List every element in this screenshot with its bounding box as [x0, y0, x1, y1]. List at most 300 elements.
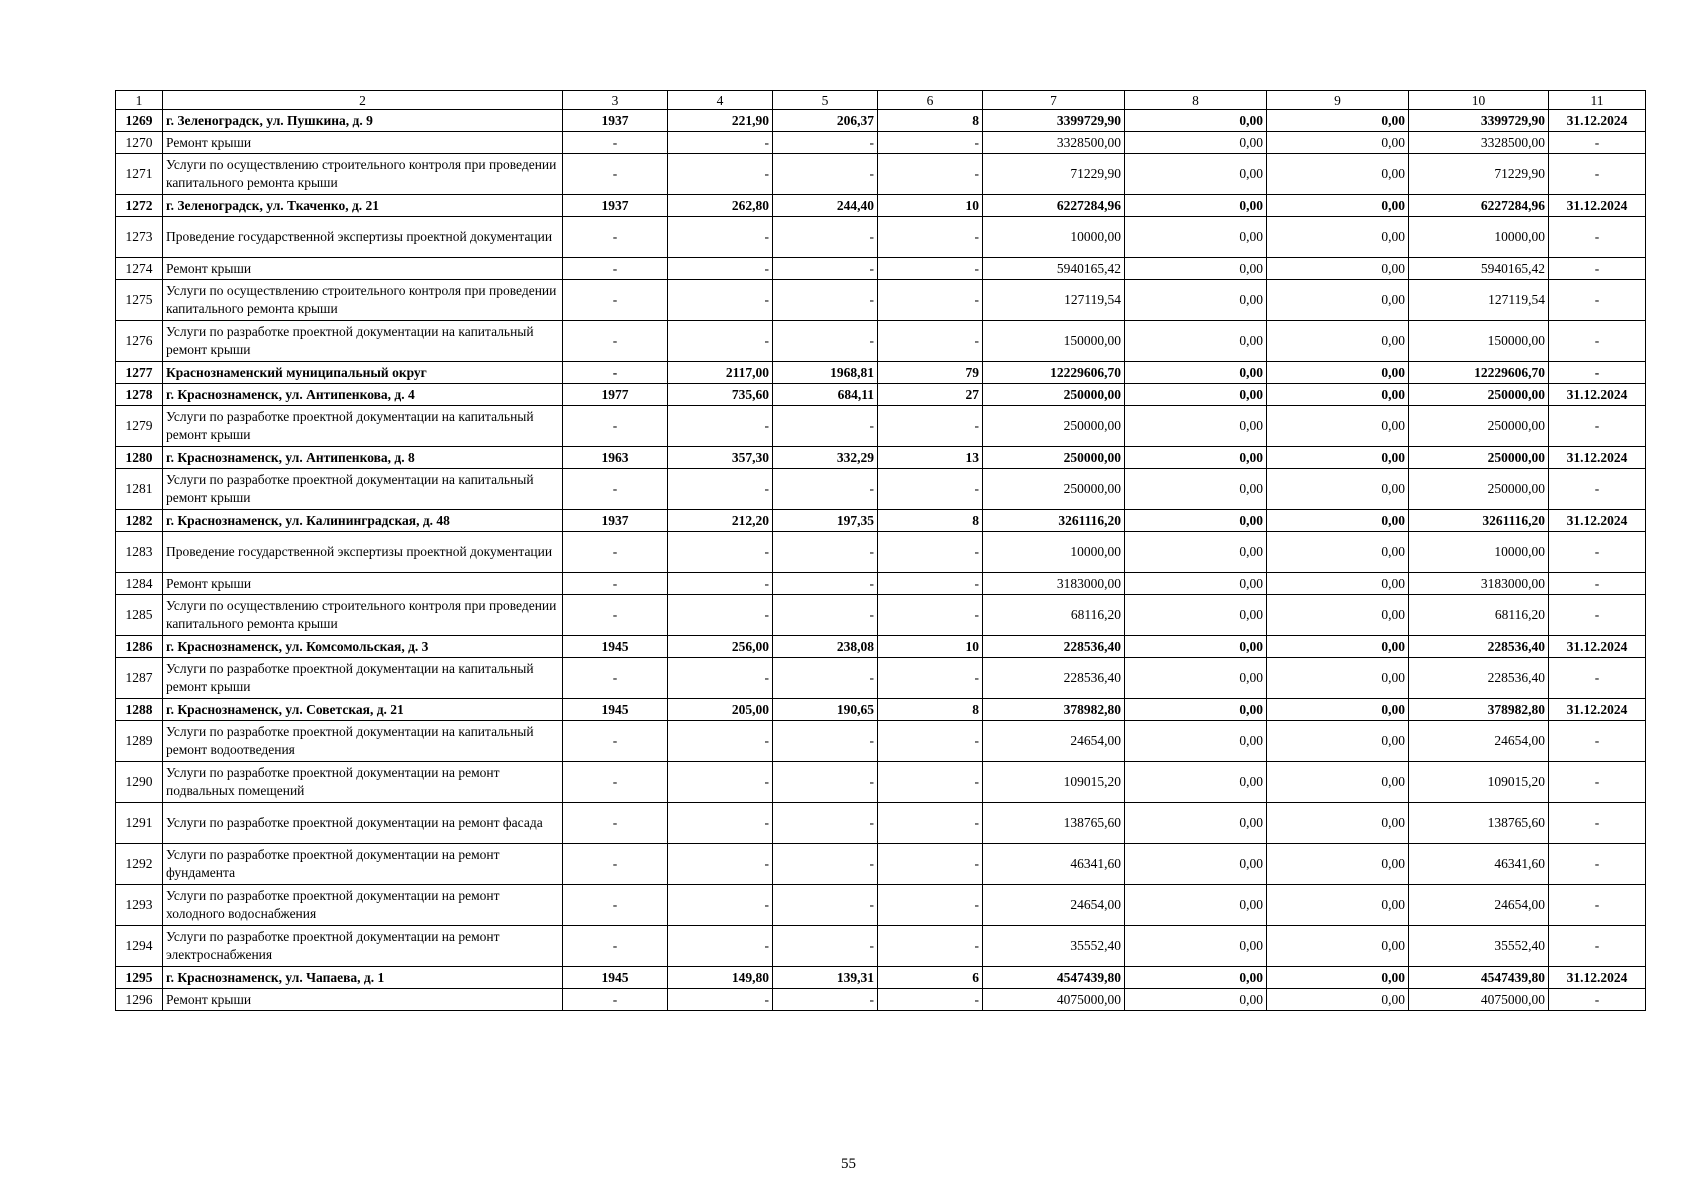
table-row	[116, 280, 1646, 321]
item-name-cell: Услуги по разработке проектной документации на капитальный ремонт крыши	[163, 406, 563, 447]
year-cell: -	[563, 844, 668, 885]
residential-area-cell: 206,37	[773, 110, 878, 132]
item-name-cell: Услуги по разработке проектной документации на ремонт фундамента	[163, 844, 563, 885]
total-cost-cell: 150000,00	[983, 321, 1125, 362]
year-cell: -	[563, 926, 668, 967]
completion-date-cell: -	[1549, 280, 1646, 321]
table-row	[116, 154, 1646, 195]
item-name-cell: г. Зеленоградск, ул. Ткаченко, д. 21	[163, 195, 563, 217]
budget-cost-cell: 0,00	[1267, 636, 1409, 658]
total-area-cell: 221,90	[668, 110, 773, 132]
residential-area-cell: -	[773, 573, 878, 595]
residential-area-cell: 238,08	[773, 636, 878, 658]
fund-cost-cell: 0,00	[1125, 406, 1267, 447]
budget-cost-cell: 0,00	[1267, 469, 1409, 510]
residents-count-cell: -	[878, 595, 983, 636]
total-cost-cell: 250000,00	[983, 469, 1125, 510]
total-area-cell: -	[668, 469, 773, 510]
header-cell: 11	[1549, 91, 1646, 110]
header-cell: 1	[116, 91, 163, 110]
owners-cost-cell: 127119,54	[1409, 280, 1549, 321]
row-number-cell: 1287	[116, 658, 163, 699]
residential-area-cell: -	[773, 721, 878, 762]
fund-cost-cell: 0,00	[1125, 154, 1267, 195]
owners-cost-cell: 24654,00	[1409, 721, 1549, 762]
residential-area-cell: -	[773, 406, 878, 447]
budget-cost-cell: 0,00	[1267, 699, 1409, 721]
header-cell: 8	[1125, 91, 1267, 110]
owners-cost-cell: 24654,00	[1409, 885, 1549, 926]
residents-count-cell: -	[878, 217, 983, 258]
fund-cost-cell: 0,00	[1125, 967, 1267, 989]
year-cell: -	[563, 885, 668, 926]
row-number-cell: 1273	[116, 217, 163, 258]
total-cost-cell: 4075000,00	[983, 989, 1125, 1011]
completion-date-cell: 31.12.2024	[1549, 195, 1646, 217]
row-number-cell: 1294	[116, 926, 163, 967]
residents-count-cell: -	[878, 573, 983, 595]
residents-count-cell: -	[878, 280, 983, 321]
table-body	[116, 91, 1646, 1011]
total-cost-cell: 3183000,00	[983, 573, 1125, 595]
residents-count-cell: -	[878, 989, 983, 1011]
residents-count-cell: -	[878, 132, 983, 154]
repair-program-table	[115, 90, 1646, 1011]
row-number-cell: 1270	[116, 132, 163, 154]
total-area-cell: -	[668, 132, 773, 154]
year-cell: 1937	[563, 110, 668, 132]
budget-cost-cell: 0,00	[1267, 217, 1409, 258]
residents-count-cell: 10	[878, 195, 983, 217]
owners-cost-cell: 3261116,20	[1409, 510, 1549, 532]
completion-date-cell: 31.12.2024	[1549, 967, 1646, 989]
table-row	[116, 110, 1646, 132]
owners-cost-cell: 10000,00	[1409, 217, 1549, 258]
item-name-cell: г. Краснознаменск, ул. Антипенкова, д. 4	[163, 384, 563, 406]
total-cost-cell: 250000,00	[983, 406, 1125, 447]
fund-cost-cell: 0,00	[1125, 885, 1267, 926]
owners-cost-cell: 250000,00	[1409, 469, 1549, 510]
total-area-cell: 205,00	[668, 699, 773, 721]
owners-cost-cell: 12229606,70	[1409, 362, 1549, 384]
total-cost-cell: 3261116,20	[983, 510, 1125, 532]
item-name-cell: Услуги по разработке проектной документации на ремонт подвальных помещений	[163, 762, 563, 803]
residential-area-cell: -	[773, 132, 878, 154]
total-cost-cell: 228536,40	[983, 658, 1125, 699]
header-cell: 10	[1409, 91, 1549, 110]
fund-cost-cell: 0,00	[1125, 110, 1267, 132]
table-row	[116, 721, 1646, 762]
total-cost-cell: 6227284,96	[983, 195, 1125, 217]
budget-cost-cell: 0,00	[1267, 803, 1409, 844]
completion-date-cell: -	[1549, 469, 1646, 510]
item-name-cell: Услуги по осуществлению строительного контроля при проведении капитального ремонта крыши	[163, 154, 563, 195]
page-number: 55	[841, 1156, 856, 1172]
residential-area-cell: 190,65	[773, 699, 878, 721]
fund-cost-cell: 0,00	[1125, 384, 1267, 406]
table-row	[116, 469, 1646, 510]
residential-area-cell: 1968,81	[773, 362, 878, 384]
year-cell: -	[563, 532, 668, 573]
residents-count-cell: -	[878, 721, 983, 762]
owners-cost-cell: 35552,40	[1409, 926, 1549, 967]
row-number-cell: 1279	[116, 406, 163, 447]
total-cost-cell: 3328500,00	[983, 132, 1125, 154]
owners-cost-cell: 3183000,00	[1409, 573, 1549, 595]
total-area-cell: -	[668, 321, 773, 362]
residents-count-cell: -	[878, 803, 983, 844]
row-number-cell: 1271	[116, 154, 163, 195]
row-number-cell: 1290	[116, 762, 163, 803]
completion-date-cell: -	[1549, 258, 1646, 280]
completion-date-cell: -	[1549, 721, 1646, 762]
item-name-cell: Краснознаменский муниципальный округ	[163, 362, 563, 384]
owners-cost-cell: 228536,40	[1409, 636, 1549, 658]
header-cell: 4	[668, 91, 773, 110]
row-number-cell: 1288	[116, 699, 163, 721]
year-cell: -	[563, 154, 668, 195]
total-cost-cell: 3399729,90	[983, 110, 1125, 132]
total-area-cell: 735,60	[668, 384, 773, 406]
table-row	[116, 258, 1646, 280]
total-area-cell: 149,80	[668, 967, 773, 989]
fund-cost-cell: 0,00	[1125, 217, 1267, 258]
row-number-cell: 1282	[116, 510, 163, 532]
item-name-cell: Ремонт крыши	[163, 573, 563, 595]
item-name-cell: Ремонт крыши	[163, 989, 563, 1011]
year-cell: 1945	[563, 699, 668, 721]
table-row	[116, 762, 1646, 803]
row-number-cell: 1292	[116, 844, 163, 885]
residential-area-cell: -	[773, 595, 878, 636]
total-area-cell: -	[668, 258, 773, 280]
year-cell: -	[563, 573, 668, 595]
budget-cost-cell: 0,00	[1267, 721, 1409, 762]
residential-area-cell: -	[773, 844, 878, 885]
table-row	[116, 844, 1646, 885]
residents-count-cell: -	[878, 762, 983, 803]
total-area-cell: -	[668, 595, 773, 636]
completion-date-cell: -	[1549, 658, 1646, 699]
table-row	[116, 217, 1646, 258]
budget-cost-cell: 0,00	[1267, 321, 1409, 362]
total-cost-cell: 71229,90	[983, 154, 1125, 195]
year-cell: 1963	[563, 447, 668, 469]
owners-cost-cell: 250000,00	[1409, 406, 1549, 447]
residents-count-cell: 10	[878, 636, 983, 658]
owners-cost-cell: 109015,20	[1409, 762, 1549, 803]
table-row	[116, 989, 1646, 1011]
total-cost-cell: 24654,00	[983, 721, 1125, 762]
year-cell: 1977	[563, 384, 668, 406]
residents-count-cell: 79	[878, 362, 983, 384]
completion-date-cell: -	[1549, 217, 1646, 258]
residential-area-cell: -	[773, 803, 878, 844]
budget-cost-cell: 0,00	[1267, 532, 1409, 573]
row-number-cell: 1285	[116, 595, 163, 636]
fund-cost-cell: 0,00	[1125, 532, 1267, 573]
budget-cost-cell: 0,00	[1267, 154, 1409, 195]
owners-cost-cell: 6227284,96	[1409, 195, 1549, 217]
owners-cost-cell: 4075000,00	[1409, 989, 1549, 1011]
year-cell: -	[563, 469, 668, 510]
table-row	[116, 926, 1646, 967]
row-number-cell: 1296	[116, 989, 163, 1011]
fund-cost-cell: 0,00	[1125, 258, 1267, 280]
year-cell: -	[563, 258, 668, 280]
completion-date-cell: -	[1549, 989, 1646, 1011]
fund-cost-cell: 0,00	[1125, 510, 1267, 532]
total-cost-cell: 378982,80	[983, 699, 1125, 721]
total-area-cell: 256,00	[668, 636, 773, 658]
completion-date-cell: -	[1549, 926, 1646, 967]
total-area-cell: -	[668, 885, 773, 926]
table-row	[116, 636, 1646, 658]
item-name-cell: Услуги по разработке проектной документации на ремонт фасада	[163, 803, 563, 844]
fund-cost-cell: 0,00	[1125, 469, 1267, 510]
residential-area-cell: 139,31	[773, 967, 878, 989]
owners-cost-cell: 250000,00	[1409, 447, 1549, 469]
total-cost-cell: 250000,00	[983, 447, 1125, 469]
row-number-cell: 1283	[116, 532, 163, 573]
owners-cost-cell: 46341,60	[1409, 844, 1549, 885]
residents-count-cell: 8	[878, 510, 983, 532]
completion-date-cell: 31.12.2024	[1549, 447, 1646, 469]
table-row	[116, 447, 1646, 469]
item-name-cell: Проведение государственной экспертизы проектной документации	[163, 532, 563, 573]
residential-area-cell: -	[773, 469, 878, 510]
item-name-cell: Услуги по осуществлению строительного контроля при проведении капитального ремонта крыши	[163, 595, 563, 636]
year-cell: -	[563, 406, 668, 447]
total-area-cell: -	[668, 658, 773, 699]
total-area-cell: -	[668, 154, 773, 195]
completion-date-cell: -	[1549, 362, 1646, 384]
item-name-cell: Услуги по разработке проектной документации на капитальный ремонт крыши	[163, 321, 563, 362]
budget-cost-cell: 0,00	[1267, 362, 1409, 384]
total-cost-cell: 5940165,42	[983, 258, 1125, 280]
total-area-cell: -	[668, 217, 773, 258]
budget-cost-cell: 0,00	[1267, 384, 1409, 406]
residents-count-cell: 6	[878, 967, 983, 989]
completion-date-cell: 31.12.2024	[1549, 699, 1646, 721]
residents-count-cell: -	[878, 658, 983, 699]
total-cost-cell: 24654,00	[983, 885, 1125, 926]
residents-count-cell: 13	[878, 447, 983, 469]
header-cell: 7	[983, 91, 1125, 110]
table-row	[116, 362, 1646, 384]
total-cost-cell: 68116,20	[983, 595, 1125, 636]
row-number-cell: 1280	[116, 447, 163, 469]
year-cell: -	[563, 658, 668, 699]
item-name-cell: г. Краснознаменск, ул. Чапаева, д. 1	[163, 967, 563, 989]
owners-cost-cell: 138765,60	[1409, 803, 1549, 844]
residents-count-cell: 8	[878, 699, 983, 721]
owners-cost-cell: 3328500,00	[1409, 132, 1549, 154]
fund-cost-cell: 0,00	[1125, 321, 1267, 362]
residential-area-cell: 684,11	[773, 384, 878, 406]
row-number-cell: 1284	[116, 573, 163, 595]
total-cost-cell: 10000,00	[983, 217, 1125, 258]
total-cost-cell: 127119,54	[983, 280, 1125, 321]
year-cell: 1945	[563, 636, 668, 658]
owners-cost-cell: 68116,20	[1409, 595, 1549, 636]
completion-date-cell: 31.12.2024	[1549, 110, 1646, 132]
budget-cost-cell: 0,00	[1267, 967, 1409, 989]
item-name-cell: Услуги по осуществлению строительного контроля при проведении капитального ремонта крыши	[163, 280, 563, 321]
header-cell: 2	[163, 91, 563, 110]
completion-date-cell: -	[1549, 803, 1646, 844]
total-area-cell: -	[668, 406, 773, 447]
residential-area-cell: -	[773, 762, 878, 803]
completion-date-cell: -	[1549, 844, 1646, 885]
total-area-cell: -	[668, 532, 773, 573]
table-row	[116, 321, 1646, 362]
fund-cost-cell: 0,00	[1125, 721, 1267, 762]
budget-cost-cell: 0,00	[1267, 280, 1409, 321]
item-name-cell: г. Зеленоградск, ул. Пушкина, д. 9	[163, 110, 563, 132]
year-cell: -	[563, 280, 668, 321]
year-cell: 1945	[563, 967, 668, 989]
year-cell: -	[563, 762, 668, 803]
residents-count-cell: 27	[878, 384, 983, 406]
budget-cost-cell: 0,00	[1267, 573, 1409, 595]
row-number-cell: 1278	[116, 384, 163, 406]
fund-cost-cell: 0,00	[1125, 362, 1267, 384]
year-cell: -	[563, 803, 668, 844]
total-cost-cell: 138765,60	[983, 803, 1125, 844]
year-cell: 1937	[563, 510, 668, 532]
total-area-cell: -	[668, 803, 773, 844]
table-row	[116, 658, 1646, 699]
total-cost-cell: 46341,60	[983, 844, 1125, 885]
budget-cost-cell: 0,00	[1267, 762, 1409, 803]
year-cell: -	[563, 132, 668, 154]
table-row	[116, 967, 1646, 989]
residential-area-cell: -	[773, 280, 878, 321]
completion-date-cell: -	[1549, 532, 1646, 573]
table-row	[116, 195, 1646, 217]
header-cell: 6	[878, 91, 983, 110]
budget-cost-cell: 0,00	[1267, 658, 1409, 699]
total-cost-cell: 4547439,80	[983, 967, 1125, 989]
table-row	[116, 510, 1646, 532]
total-cost-cell: 35552,40	[983, 926, 1125, 967]
total-area-cell: -	[668, 926, 773, 967]
year-cell: -	[563, 989, 668, 1011]
item-name-cell: Услуги по разработке проектной документации на ремонт холодного водоснабжения	[163, 885, 563, 926]
table-row	[116, 699, 1646, 721]
budget-cost-cell: 0,00	[1267, 195, 1409, 217]
year-cell: -	[563, 721, 668, 762]
table-row	[116, 384, 1646, 406]
table-row	[116, 595, 1646, 636]
fund-cost-cell: 0,00	[1125, 989, 1267, 1011]
residential-area-cell: -	[773, 658, 878, 699]
owners-cost-cell: 228536,40	[1409, 658, 1549, 699]
residents-count-cell: -	[878, 469, 983, 510]
residents-count-cell: -	[878, 321, 983, 362]
item-name-cell: Ремонт крыши	[163, 258, 563, 280]
budget-cost-cell: 0,00	[1267, 406, 1409, 447]
column-number-header-row	[116, 91, 1646, 110]
fund-cost-cell: 0,00	[1125, 762, 1267, 803]
header-cell: 5	[773, 91, 878, 110]
residents-count-cell: -	[878, 406, 983, 447]
year-cell: -	[563, 321, 668, 362]
residential-area-cell: -	[773, 885, 878, 926]
budget-cost-cell: 0,00	[1267, 926, 1409, 967]
residents-count-cell: 8	[878, 110, 983, 132]
completion-date-cell: -	[1549, 762, 1646, 803]
row-number-cell: 1281	[116, 469, 163, 510]
row-number-cell: 1277	[116, 362, 163, 384]
year-cell: -	[563, 362, 668, 384]
header-cell: 3	[563, 91, 668, 110]
owners-cost-cell: 250000,00	[1409, 384, 1549, 406]
completion-date-cell: 31.12.2024	[1549, 384, 1646, 406]
budget-cost-cell: 0,00	[1267, 447, 1409, 469]
fund-cost-cell: 0,00	[1125, 573, 1267, 595]
owners-cost-cell: 10000,00	[1409, 532, 1549, 573]
fund-cost-cell: 0,00	[1125, 699, 1267, 721]
table-row	[116, 885, 1646, 926]
fund-cost-cell: 0,00	[1125, 844, 1267, 885]
table-row	[116, 803, 1646, 844]
row-number-cell: 1293	[116, 885, 163, 926]
item-name-cell: г. Краснознаменск, ул. Комсомольская, д. 3	[163, 636, 563, 658]
total-area-cell: 2117,00	[668, 362, 773, 384]
year-cell: -	[563, 217, 668, 258]
fund-cost-cell: 0,00	[1125, 926, 1267, 967]
header-cell: 9	[1267, 91, 1409, 110]
item-name-cell: Услуги по разработке проектной документации на капитальный ремонт водоотведения	[163, 721, 563, 762]
item-name-cell: г. Краснознаменск, ул. Калининградская, д. 48	[163, 510, 563, 532]
residents-count-cell: -	[878, 885, 983, 926]
fund-cost-cell: 0,00	[1125, 447, 1267, 469]
total-cost-cell: 109015,20	[983, 762, 1125, 803]
row-number-cell: 1269	[116, 110, 163, 132]
table-row	[116, 406, 1646, 447]
fund-cost-cell: 0,00	[1125, 195, 1267, 217]
residential-area-cell: -	[773, 321, 878, 362]
residential-area-cell: -	[773, 989, 878, 1011]
row-number-cell: 1286	[116, 636, 163, 658]
total-area-cell: 357,30	[668, 447, 773, 469]
fund-cost-cell: 0,00	[1125, 595, 1267, 636]
completion-date-cell: 31.12.2024	[1549, 510, 1646, 532]
residential-area-cell: 244,40	[773, 195, 878, 217]
residential-area-cell: -	[773, 154, 878, 195]
residents-count-cell: -	[878, 154, 983, 195]
row-number-cell: 1272	[116, 195, 163, 217]
row-number-cell: 1276	[116, 321, 163, 362]
total-area-cell: -	[668, 989, 773, 1011]
row-number-cell: 1275	[116, 280, 163, 321]
completion-date-cell: -	[1549, 406, 1646, 447]
item-name-cell: Ремонт крыши	[163, 132, 563, 154]
item-name-cell: Услуги по разработке проектной документации на ремонт электроснабжения	[163, 926, 563, 967]
owners-cost-cell: 5940165,42	[1409, 258, 1549, 280]
table-row	[116, 532, 1646, 573]
budget-cost-cell: 0,00	[1267, 595, 1409, 636]
owners-cost-cell: 150000,00	[1409, 321, 1549, 362]
residents-count-cell: -	[878, 926, 983, 967]
row-number-cell: 1274	[116, 258, 163, 280]
residents-count-cell: -	[878, 844, 983, 885]
owners-cost-cell: 3399729,90	[1409, 110, 1549, 132]
total-area-cell: 262,80	[668, 195, 773, 217]
owners-cost-cell: 71229,90	[1409, 154, 1549, 195]
